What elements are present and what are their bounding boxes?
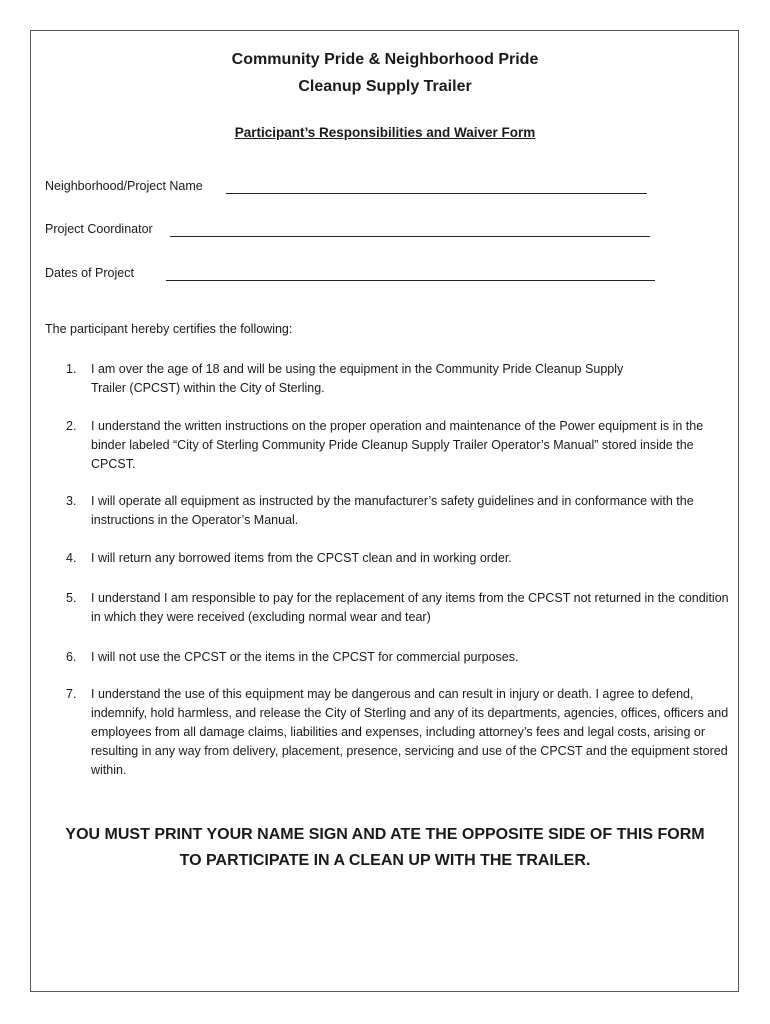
dates-field	[45, 266, 660, 284]
neighborhood-input-line[interactable]	[226, 179, 647, 194]
coordinator-label: Project Coordinator	[45, 222, 153, 236]
coordinator-field	[45, 222, 655, 240]
form-title-line2: Cleanup Supply Trailer	[298, 78, 472, 95]
intro-text: The participant hereby certifies the following:	[45, 322, 293, 336]
dates-label: Dates of Project	[45, 266, 134, 280]
form-title-line1: Community Pride & Neighborhood Pride	[231, 51, 539, 68]
waiver-form-heading: Participant’s Responsibilities and Waiver Form	[234, 125, 536, 140]
signature-notice: YOU MUST PRINT YOUR NAME SIGN AND ATE THE OPPOSITE SIDE OF THIS FORM TO PARTICIPATE IN A CLEAN UP WITH THE TRAILER.	[65, 826, 705, 869]
dates-input-line[interactable]	[166, 266, 655, 281]
neighborhood-field	[45, 179, 650, 197]
coordinator-input-line[interactable]	[170, 222, 650, 237]
neighborhood-label: Neighborhood/Project Name	[45, 179, 203, 193]
